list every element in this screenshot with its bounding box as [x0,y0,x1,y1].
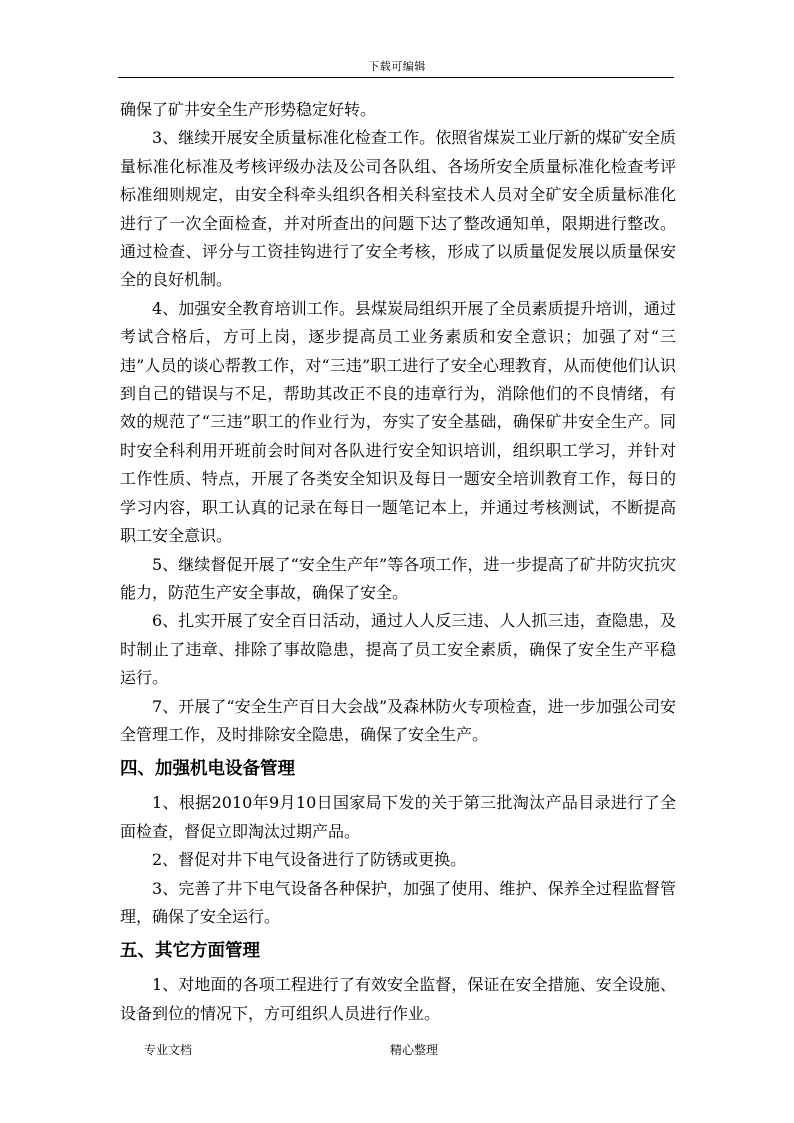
paragraph-item-4: 4、加强安全教育培训工作。县煤炭局组织开展了全员素质提升培训，通过考试合格后，方可上岗，逐步提高员工业务素质和安全意识；加强了对“三违”人员的谈心帮教工作，对“三违”职工进行了安全心理教育，从而使他们认识到自己的错误与不足，帮助其改正不良的违章行为，消除他们的不良情绪，有效的规范了“三违”职工的作业行为，夯实了安全基础，确保矿井安全生产。同时安全科利用开班前会时间对各队进行安全知识培训，组织职工学习，并针对工作性质、特点，开展了各类安全知识及每日一题安全培训教育工作，每日的学习内容，职工认真的记录在每日一题笔记本上，并通过考核测试，不断提高职工安全意识。 [120,298,676,546]
page-header: 下载可编辑 [368,60,426,73]
document-body [120,96,676,1028]
section-heading-4: 四、加强机电设备管理 [120,759,295,780]
section-heading-5: 五、其它方面管理 [120,941,260,962]
header-divider [118,77,674,78]
paragraph-continuation: 确保了矿井安全生产形势稳定好转。 [120,100,377,119]
paragraph-section4-item-3: 3、完善了井下电气设备各种保护，加强了使用、维护、保养全过程监督管理，确保了安全运行。 [120,878,676,926]
footer-left-text: 专业文档 [144,1043,193,1057]
paragraph-item-3: 3、继续开展安全质量标准化检查工作。依照省煤炭工业厅新的煤矿安全质量标准化标准及考核评级办法及公司各队组、各场所安全质量标准化检查考评标准细则规定，由安全科牵头组织各相关科室技术人员对全矿安全质量标准化进行了一次全面检查，并对所查出的问题下达了整改通知单，限期进行整改。通过检查、评分与工资挂钩进行了安全考核，形成了以质量促发展以质量保安全的良好机制。 [120,128,676,290]
paragraph-item-6: 6、扎实开展了安全百日活动，通过人人反三违、人人抓三违，查隐患，及时制止了违章、排除了事故隐患，提高了员工安全素质，确保了安全生产平稳运行。 [120,611,676,688]
paragraph-item-7: 7、开展了“安全生产百日大会战”及森林防火专项检查，进一步加强公司安全管理工作，及时排除安全隐患，确保了安全生产。 [120,696,676,744]
footer-right-text: 精心整理 [390,1043,439,1057]
paragraph-section4-item-1: 1、根据2010年9月10日国家局下发的关于第三批淘汰产品目录进行了全面检查，督促立即淘汰过期产品。 [120,793,676,841]
paragraph-section5-item-1: 1、对地面的各项工程进行了有效安全监督，保证在安全措施、安全设施、设备到位的情况下，方可组织人员进行作业。 [120,975,676,1023]
paragraph-item-5: 5、继续督促开展了“安全生产年”等各项工作，进一步提高了矿井防灾抗灾能力，防范生产安全事故，确保了安全。 [120,554,676,602]
paragraph-section4-item-2: 2、督促对井下电气设备进行了防锈或更换。 [152,850,467,870]
